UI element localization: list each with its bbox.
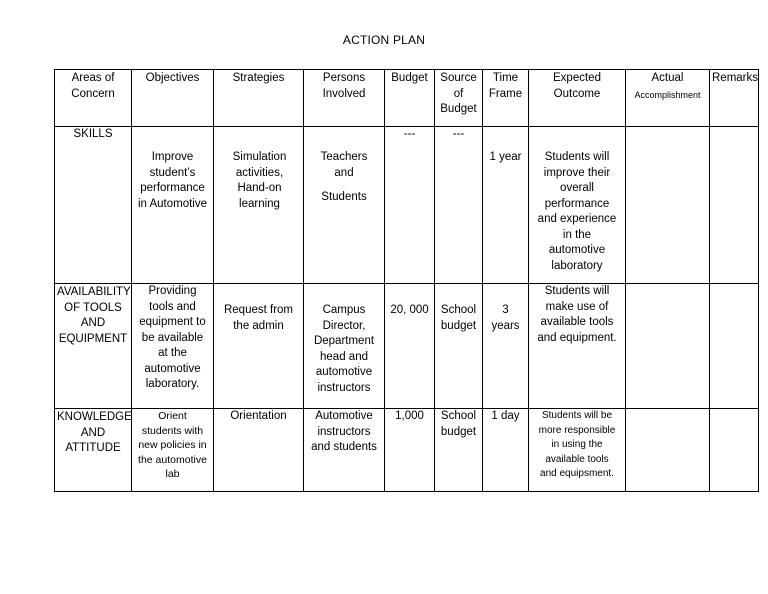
- cell-strategies: Orientation: [214, 409, 304, 492]
- cell-remarks: [710, 127, 759, 284]
- header-budget: Budget: [385, 70, 435, 127]
- cell-line: School: [440, 304, 477, 316]
- cell-expected: [529, 127, 626, 284]
- cell-actual: [626, 409, 710, 492]
- cell-line: and equipsment.: [540, 468, 614, 479]
- page-title: ACTION PLAN: [342, 33, 426, 47]
- cell-line: in using the: [551, 439, 603, 450]
- cell-source: [435, 284, 483, 409]
- cell-line: Students: [321, 191, 367, 203]
- cell-actual: [626, 127, 710, 284]
- cell-line: Request from: [223, 304, 294, 316]
- cell-line: instructors: [317, 425, 371, 438]
- cell-line: laboratory: [551, 259, 603, 272]
- cell-line: and: [334, 166, 354, 179]
- cell-line: the admin: [233, 319, 284, 332]
- cell-line: Simulation: [232, 151, 287, 163]
- cell-line: automotive: [548, 244, 606, 256]
- cell-actual: [626, 284, 710, 409]
- header-line: Persons: [322, 72, 366, 84]
- cell-time-frame: [483, 284, 529, 409]
- cell-line: Improve: [151, 151, 194, 163]
- cell-line: the automotive: [138, 453, 207, 466]
- header-line: of: [453, 87, 464, 100]
- cell-line: Students will be: [541, 410, 613, 421]
- cell-line: make use of: [545, 300, 609, 313]
- header-line: Budget: [440, 103, 477, 115]
- header-areas-of-concern: [55, 70, 132, 127]
- cell-source: [435, 409, 483, 492]
- cell-line: learning: [239, 197, 280, 210]
- cell-line: Campus: [322, 304, 366, 316]
- cell-line: budget: [440, 425, 477, 438]
- cell-source: ---: [435, 127, 483, 284]
- cell-line: Orient: [158, 410, 187, 422]
- cell-line: and experience: [537, 213, 617, 225]
- cell-time-frame: 1 year: [483, 127, 529, 284]
- cell-area: [55, 127, 132, 284]
- cell-line: in the: [562, 228, 592, 241]
- cell-line: laboratory.: [145, 378, 200, 390]
- cell-line: Teachers: [320, 151, 368, 163]
- cell-line: automotive: [144, 362, 201, 375]
- cell-line: tools and: [149, 300, 196, 313]
- header-time-frame: [483, 70, 529, 127]
- cell-expected: [529, 409, 626, 492]
- table-row: [55, 409, 759, 492]
- header-persons-involved: [304, 70, 385, 127]
- header-source-of-budget: [435, 70, 483, 127]
- cell-objectives: [132, 409, 214, 492]
- cell-line: improve their: [543, 166, 611, 179]
- cell-line: and equipment.: [537, 331, 617, 344]
- cell-line: head and: [320, 350, 368, 363]
- cell-line: instructors: [317, 381, 371, 394]
- cell-line: and students: [311, 441, 377, 453]
- cell-line: at the: [158, 347, 187, 359]
- cell-line: overall: [560, 182, 594, 194]
- cell-line: new policies in: [138, 439, 207, 451]
- cell-strategies: [214, 284, 304, 409]
- header-line: Involved: [322, 87, 366, 100]
- cell-line: performance: [140, 182, 205, 194]
- cell-line: available tools: [545, 453, 609, 465]
- cell-line: budget: [440, 319, 477, 332]
- cell-line: students with: [141, 424, 204, 437]
- cell-line: automotive: [315, 366, 373, 378]
- cell-line: AND: [80, 317, 106, 329]
- cell-line: AND: [80, 426, 106, 439]
- cell-line: Students will: [544, 151, 610, 163]
- cell-line: lab: [165, 468, 180, 480]
- cell-line: KNOWLEDGE: [57, 411, 132, 423]
- cell-line: AVAILABILITY: [57, 286, 131, 298]
- cell-line: available tools: [540, 316, 614, 328]
- cell-line: Hand-on: [237, 182, 282, 194]
- header-line: Actual: [651, 72, 684, 84]
- header-objectives: Objectives: [132, 70, 214, 127]
- cell-line: Automotive: [315, 410, 373, 422]
- table-row: [55, 127, 759, 284]
- cell-line: years: [491, 319, 520, 332]
- cell-line: more responsible: [538, 424, 616, 436]
- header-line: Source: [440, 72, 477, 84]
- cell-objectives: [132, 127, 214, 284]
- cell-line: Students will: [544, 285, 610, 297]
- cell-line: EQUIPMENT: [58, 332, 128, 345]
- cell-persons: [304, 409, 385, 492]
- header-line: Concern: [71, 87, 115, 100]
- cell-line: OF TOOLS: [64, 301, 122, 314]
- header-line: Areas of: [71, 72, 115, 84]
- cell-line: activities,: [235, 166, 284, 179]
- header-line: Time: [492, 72, 519, 84]
- cell-line: ATTITUDE: [65, 442, 121, 454]
- header-line: Outcome: [553, 87, 601, 100]
- cell-area: [55, 284, 132, 409]
- header-remarks: Remarks: [710, 70, 759, 127]
- cell-line: in Automotive: [137, 197, 208, 210]
- cell-line: Director,: [322, 319, 366, 332]
- cell-area: [55, 409, 132, 492]
- cell-persons: [304, 284, 385, 409]
- cell-budget: 20, 000: [385, 284, 435, 409]
- cell-remarks: [710, 284, 759, 409]
- cell-objectives: [132, 284, 214, 409]
- cell-line: be available: [141, 331, 204, 344]
- cell-line: Department: [313, 335, 375, 347]
- header-line: Expected: [553, 72, 601, 84]
- cell-time-frame: 1 day: [483, 409, 529, 492]
- cell-line: Providing: [148, 285, 197, 297]
- header-actual-accomplishment: [626, 70, 710, 127]
- cell-line: School: [440, 410, 477, 422]
- cell-line: equipment to: [139, 316, 206, 328]
- header-row: [55, 70, 759, 127]
- header-strategies: Strategies: [214, 70, 304, 127]
- header-line: Frame: [488, 87, 523, 100]
- action-plan-table: [54, 69, 759, 492]
- table-row: [55, 284, 759, 409]
- header-expected-outcome: [529, 70, 626, 127]
- cell-remarks: [710, 409, 759, 492]
- cell-line: student’s: [149, 166, 196, 179]
- cell-line: 3: [502, 304, 509, 316]
- cell-budget: 1,000: [385, 409, 435, 492]
- cell-persons: [304, 127, 385, 284]
- cell-strategies: [214, 127, 304, 284]
- cell-line: SKILLS: [73, 128, 113, 140]
- cell-expected: [529, 284, 626, 409]
- cell-line: performance: [544, 197, 610, 210]
- header-line: Accomplishment: [634, 89, 701, 100]
- cell-budget: ---: [385, 127, 435, 284]
